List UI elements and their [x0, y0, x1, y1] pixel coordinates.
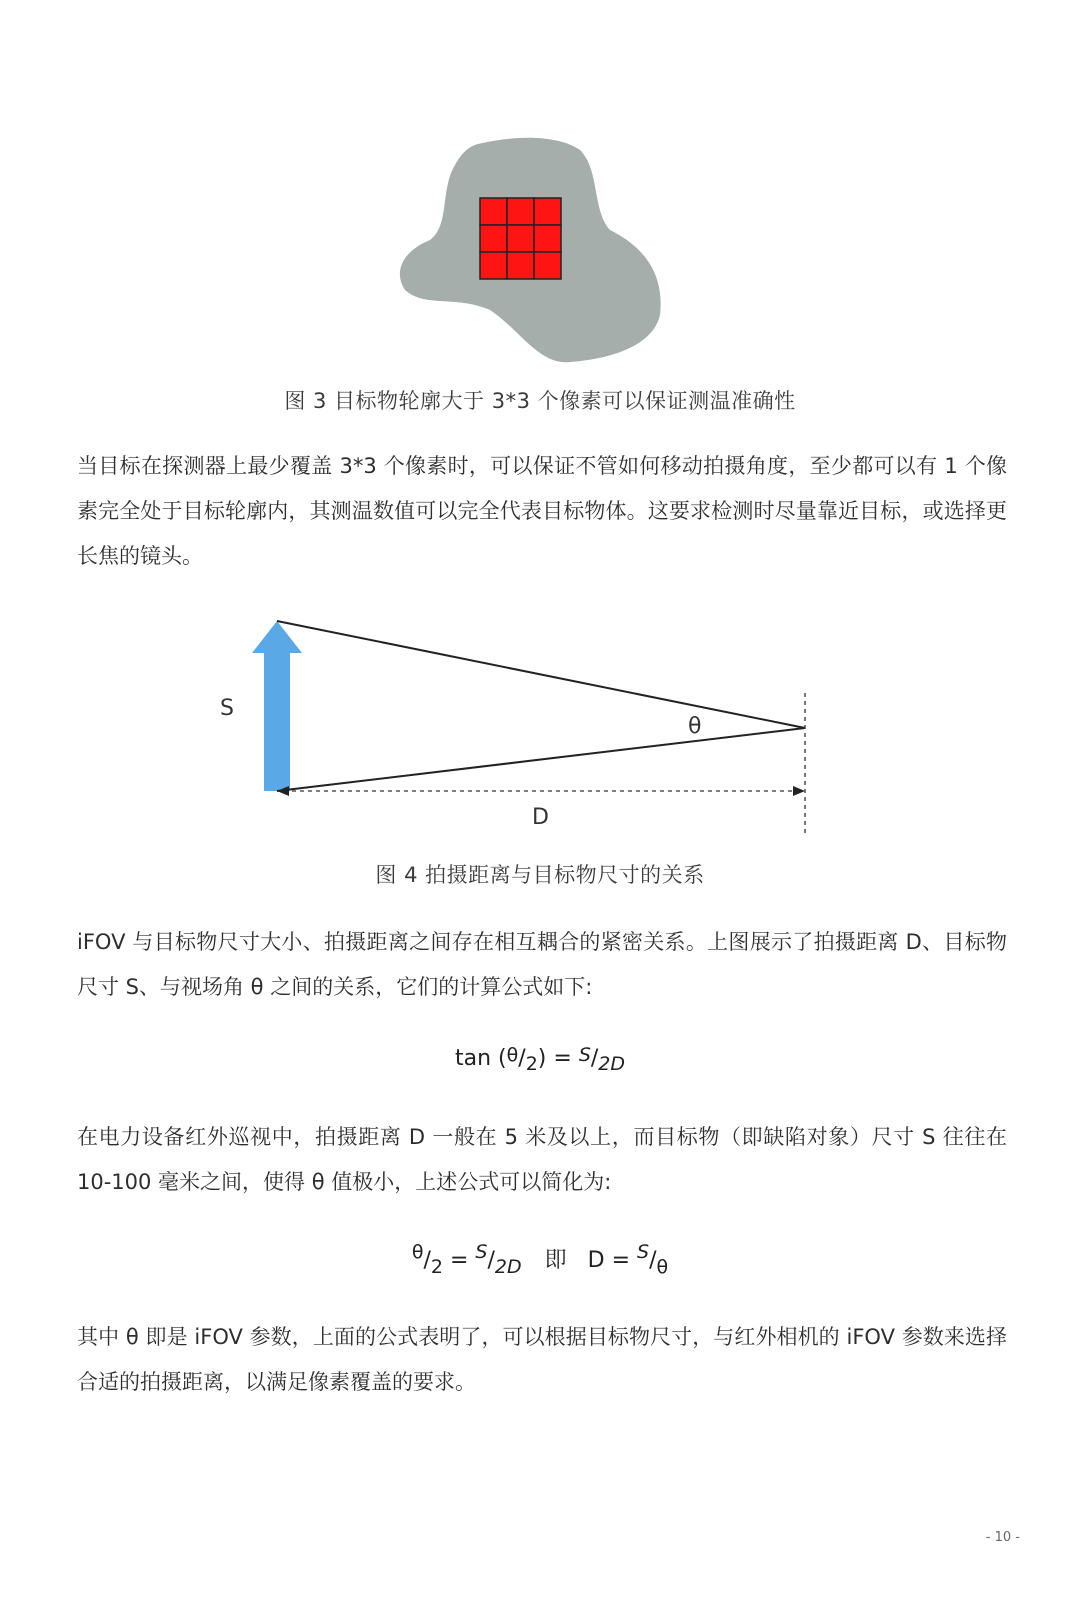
- formula2-slash: /: [649, 1248, 657, 1273]
- pixel-cell: [534, 252, 561, 279]
- lower-sight-line: [277, 728, 805, 791]
- size-label-s: S: [220, 696, 234, 721]
- formula-tan: [0, 1044, 1080, 1075]
- paragraph-4: 其中 θ 即是 iFOV 参数，上面的公式表明了，可以根据目标物尺寸，与红外相机的 iFOV 参数来选择合适的拍摄距离，以满足像素覆盖的要求。: [77, 1325, 1007, 1394]
- formula2-equals: =: [449, 1248, 469, 1273]
- page-number: - 10 -: [985, 1530, 1020, 1545]
- distance-label-d: D: [532, 805, 549, 830]
- pixel-cell: [507, 225, 534, 252]
- formula-slash: /: [590, 1046, 599, 1071]
- formula2-equals-2: =: [611, 1248, 631, 1273]
- formula2-theta2: θ: [656, 1256, 669, 1278]
- pixel-cell: [534, 198, 561, 225]
- formula2-theta: θ: [411, 1241, 424, 1263]
- pixel-cell: [480, 225, 507, 252]
- formula2-slash: /: [487, 1248, 495, 1273]
- figure-3-caption: 图 3 目标物轮廓大于 3*3 个像素可以保证测温准确性: [284, 389, 796, 413]
- formula2-d: D: [587, 1248, 605, 1273]
- formula-close-paren: ): [537, 1046, 547, 1071]
- object-size-arrow: [252, 621, 302, 791]
- formula2-s2: S: [637, 1241, 650, 1263]
- formula-simplified: [0, 1241, 1080, 1278]
- formula-slash: /: [518, 1046, 526, 1071]
- formula-s: S: [578, 1044, 591, 1066]
- formula2-two: 2: [430, 1256, 443, 1278]
- paragraph-1: 当目标在探测器上最少覆盖 3*3 个像素时，可以保证不管如何移动拍摄角度，至少都可以有 1 个像素完全处于目标轮廓内，其测温数值可以完全代表目标物体。这要求检测时尽量靠近目标，或选择更长焦的镜头。: [77, 454, 1007, 568]
- formula2-2d: 2D: [494, 1256, 522, 1278]
- figure-4-distance-diagram: [200, 615, 840, 855]
- formula-theta: θ: [506, 1044, 519, 1066]
- pixel-cell: [534, 225, 561, 252]
- pixel-cell: [480, 252, 507, 279]
- pixel-cell: [507, 252, 534, 279]
- angle-label-theta: θ: [688, 714, 702, 739]
- formula2-slash: /: [423, 1248, 431, 1273]
- formula-equals: =: [553, 1046, 572, 1071]
- pixel-cell: [507, 198, 534, 225]
- figure-3-blob-diagram: [0, 130, 1080, 380]
- formula2-s: S: [475, 1241, 488, 1263]
- pixel-cell: [480, 198, 507, 225]
- pixel-grid-3x3: [480, 198, 561, 279]
- formula2-ji: 即: [544, 1248, 567, 1273]
- figure-4-caption: 图 4 拍摄距离与目标物尺寸的关系: [375, 863, 705, 887]
- distance-arrowhead-right: [793, 786, 805, 796]
- formula-2d: 2D: [598, 1053, 626, 1075]
- formula-open-paren: (: [498, 1046, 507, 1071]
- formula-two: 2: [525, 1053, 538, 1075]
- paragraph-3: 在电力设备红外巡视中，拍摄距离 D 一般在 5 米及以上，而目标物（即缺陷对象）尺寸 S 往往在 10-100 毫米之间，使得 θ 值极小，上述公式可以简化为:: [77, 1125, 1007, 1194]
- upper-sight-line: [277, 621, 805, 728]
- formula-tan-fn: tan: [454, 1046, 492, 1071]
- paragraph-2: iFOV 与目标物尺寸大小、拍摄距离之间存在相互耦合的紧密关系。上图展示了拍摄距离 D、目标物尺寸 S、与视场角 θ 之间的关系，它们的计算公式如下:: [77, 930, 1007, 999]
